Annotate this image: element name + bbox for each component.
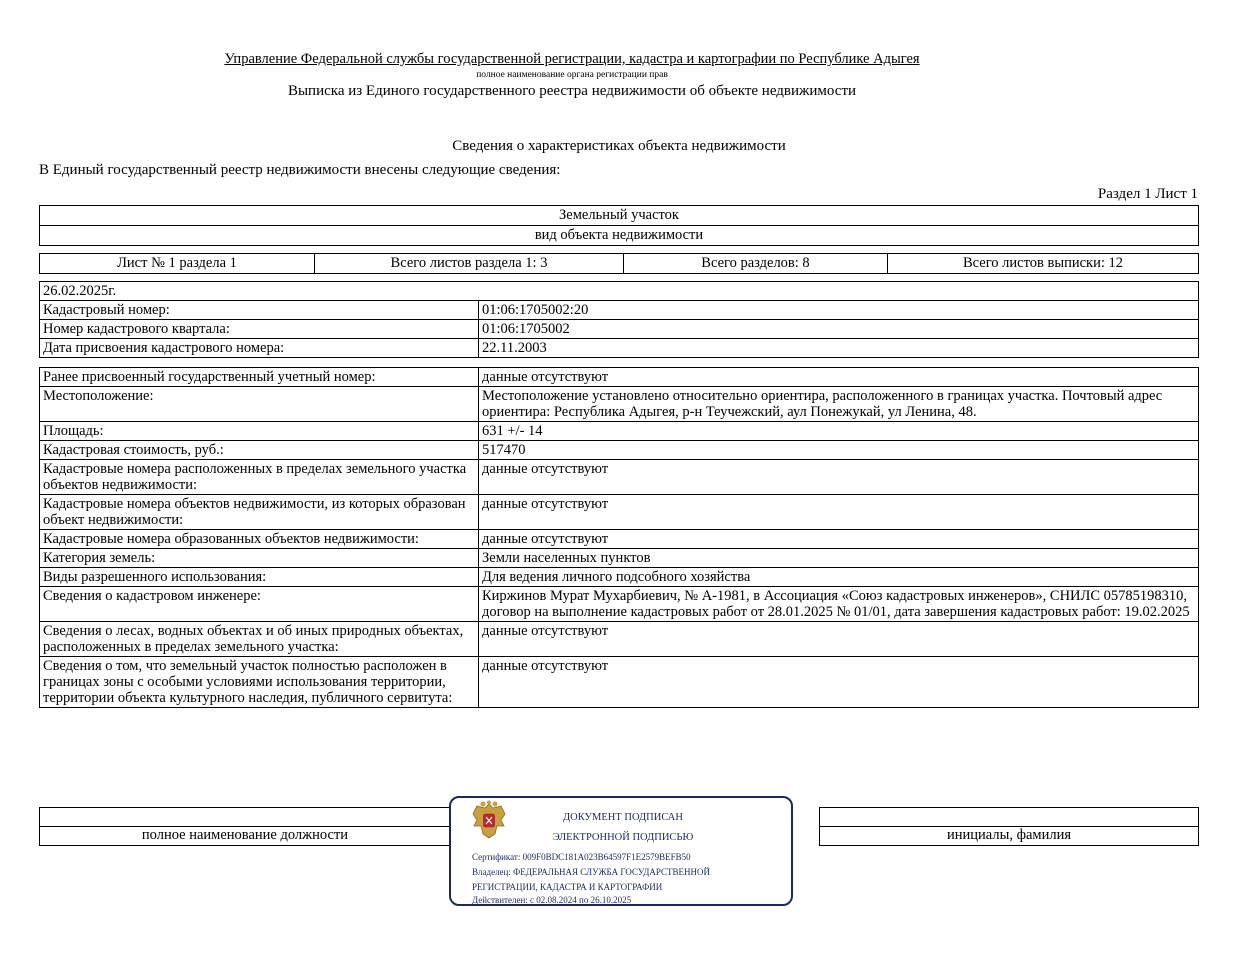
position-caption: полное наименование должности bbox=[40, 827, 451, 846]
table-row bbox=[40, 368, 1199, 387]
row-label: Сведения о том, что земельный участок полностью расположен в границах зоны с особыми условиями использования территории, территории объекта культурного наследия, публичного сервитута: bbox=[40, 657, 479, 708]
object-kind-caption: вид объекта недвижимости bbox=[40, 226, 1199, 246]
stamp-title: ДОКУМЕНТ ПОДПИСАН bbox=[563, 812, 683, 823]
row-value: данные отсутствуют bbox=[479, 657, 1199, 708]
table-row bbox=[40, 339, 1199, 358]
properties-table bbox=[39, 367, 1199, 708]
name-caption: инициалы, фамилия bbox=[820, 827, 1199, 846]
extract-date: 26.02.2025г. bbox=[40, 282, 1199, 301]
table-row bbox=[40, 587, 1199, 622]
intro-text: В Единый государственный реестр недвижимости внесены следующие сведения: bbox=[39, 162, 561, 178]
row-value: данные отсутствуют bbox=[479, 368, 1199, 387]
document-title: Выписка из Единого государственного реестра недвижимости об объекте недвижимости bbox=[287, 83, 857, 99]
stamp-validity: Действителен: с 02.08.2024 по 26.10.2025 bbox=[472, 895, 632, 905]
sheet-number: Лист № 1 раздела 1 bbox=[40, 254, 315, 274]
table-row bbox=[40, 549, 1199, 568]
row-value: Киржинов Мурат Мухарбиевич, № А-1981, в Ассоциация «Союз кадастровых инженеров», СНИЛС 05785198310, договор на выполнение кадастровых работ от 28.01.2025 № 01/01, дата завершения кадастровых работ: 19.02.2025 bbox=[479, 587, 1199, 622]
total-sheets-count: Всего листов выписки: 12 bbox=[888, 254, 1199, 274]
row-value: 22.11.2003 bbox=[479, 339, 1199, 358]
row-value: Местоположение установлено относительно ориентира, расположенного в границах участка. Почтовый адрес ориентира: Республика Адыгея, р-н Теучежский, аул Понежукай, ул Ленина, 48. bbox=[479, 387, 1199, 422]
table-row bbox=[40, 530, 1199, 549]
section-sheets-count: Всего листов раздела 1: 3 bbox=[315, 254, 624, 274]
row-label: Категория земель: bbox=[40, 549, 479, 568]
row-label: Номер кадастрового квартала: bbox=[40, 320, 479, 339]
stamp-owner-line1: Владелец: ФЕДЕРАЛЬНАЯ СЛУЖБА ГОСУДАРСТВЕННОЙ bbox=[472, 867, 711, 877]
table-row bbox=[40, 568, 1199, 587]
table-row bbox=[40, 387, 1199, 422]
table-row bbox=[40, 657, 1199, 708]
stamp-subtitle: ЭЛЕКТРОННОЙ ПОДПИСЬЮ bbox=[552, 832, 694, 843]
row-label: Кадастровые номера объектов недвижимости, из которых образован объект недвижимости: bbox=[40, 495, 479, 530]
table-row bbox=[40, 460, 1199, 495]
row-value: Земли населенных пунктов bbox=[479, 549, 1199, 568]
row-label: Виды разрешенного использования: bbox=[40, 568, 479, 587]
main-info-table bbox=[39, 281, 1199, 358]
table-row bbox=[40, 422, 1199, 441]
row-label: Кадастровые номера образованных объектов недвижимости: bbox=[40, 530, 479, 549]
row-label: Кадастровая стоимость, руб.: bbox=[40, 441, 479, 460]
row-label: Ранее присвоенный государственный учетный номер: bbox=[40, 368, 479, 387]
stamp-owner-line2: РЕГИСТРАЦИИ, КАДАСТРА И КАРТОГРАФИИ bbox=[472, 882, 663, 892]
object-kind: Земельный участок bbox=[40, 206, 1199, 226]
row-label: Дата присвоения кадастрового номера: bbox=[40, 339, 479, 358]
section-sheet-label: Раздел 1 Лист 1 bbox=[1097, 186, 1198, 202]
row-label: Кадастровый номер: bbox=[40, 301, 479, 320]
row-value: данные отсутствуют bbox=[479, 622, 1199, 657]
sections-count: Всего разделов: 8 bbox=[624, 254, 888, 274]
row-value: 01:06:1705002:20 bbox=[479, 301, 1199, 320]
row-value: 01:06:1705002 bbox=[479, 320, 1199, 339]
row-label: Кадастровые номера расположенных в пределах земельного участка объектов недвижимости: bbox=[40, 460, 479, 495]
position-field bbox=[40, 808, 451, 827]
row-label: Местоположение: bbox=[40, 387, 479, 422]
row-value: 631 +/- 14 bbox=[479, 422, 1199, 441]
table-row bbox=[40, 622, 1199, 657]
object-kind-table bbox=[39, 205, 1199, 246]
table-row bbox=[40, 495, 1199, 530]
table-row bbox=[40, 320, 1199, 339]
row-value: Для ведения личного подсобного хозяйства bbox=[479, 568, 1199, 587]
row-value: 517470 bbox=[479, 441, 1199, 460]
authority-note: полное наименование органа регистрации прав bbox=[476, 70, 668, 80]
row-label: Сведения о кадастровом инженере: bbox=[40, 587, 479, 622]
row-label: Площадь: bbox=[40, 422, 479, 441]
stamp-certificate: Сертификат: 009F0BDC181A023B64597F1E2579BEFB50 bbox=[472, 852, 691, 862]
row-value: данные отсутствуют bbox=[479, 530, 1199, 549]
table-row bbox=[40, 441, 1199, 460]
row-label: Сведения о лесах, водных объектах и об иных природных объектах, расположенных в пределах земельного участка: bbox=[40, 622, 479, 657]
row-value: данные отсутствуют bbox=[479, 460, 1199, 495]
row-value: данные отсутствуют bbox=[479, 495, 1199, 530]
electronic-signature-stamp bbox=[449, 796, 793, 906]
sheet-info-table bbox=[39, 253, 1199, 274]
name-field bbox=[820, 808, 1199, 827]
authority-name: Управление Федеральной службы государственной регистрации, кадастра и картографии по Республике Адыгея bbox=[224, 51, 920, 67]
section-title: Сведения о характеристиках объекта недвижимости bbox=[452, 138, 786, 154]
table-row bbox=[40, 301, 1199, 320]
